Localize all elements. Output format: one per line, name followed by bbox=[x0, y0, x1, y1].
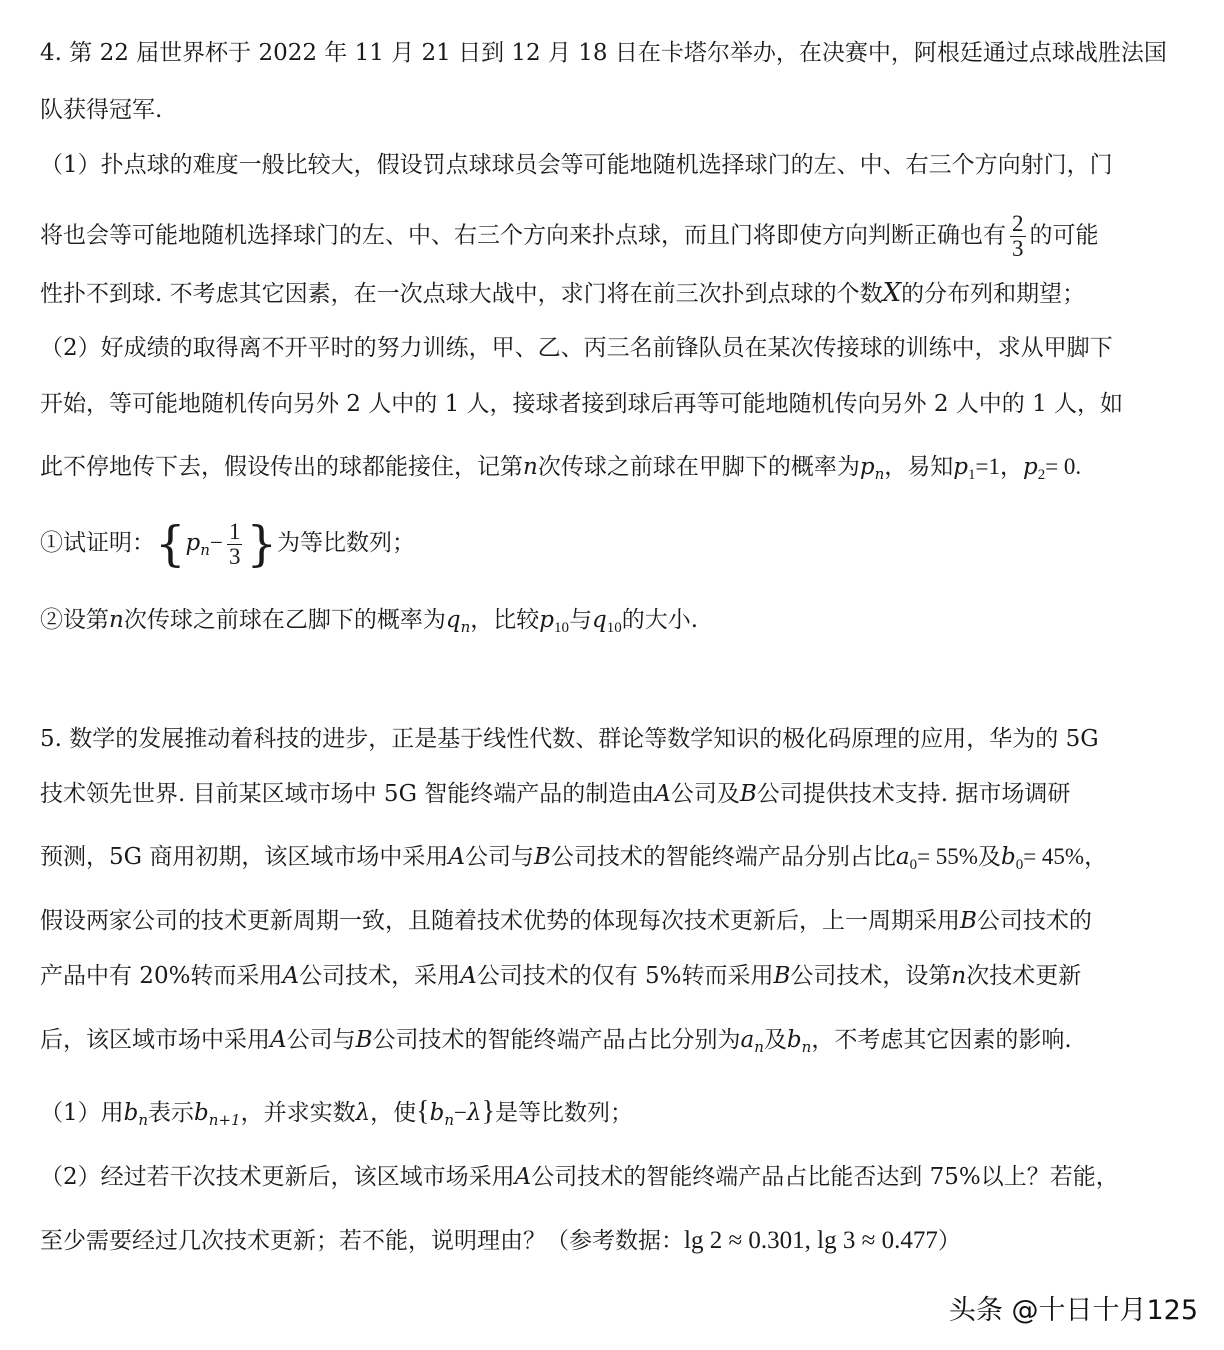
p4-part2-line2: 开始，等可能地随机传向另外 2 人中的 1 人，接球者接到球后再等可能地随机传向另外 2 人中的 1 人，如 bbox=[40, 391, 1124, 417]
p5-line6: 后，该区域市场中采用A公司与B公司技术的智能终端产品占比分别为$a_n$及$b_n$，不考虑其它因素的影响. bbox=[40, 1027, 1072, 1056]
p5-line4: 假设两家公司的技术更新周期一致，且随着技术优势的体现每次技术更新后，上一周期采用B公司技术的 bbox=[40, 908, 1092, 934]
p4-line2: 队获得冠军. bbox=[40, 97, 163, 123]
p5-part1: （1）用$b_n$表示$b_{n+1}$，并求实数λ，使$\{b_n-\lambda\}$是等比数列； bbox=[40, 1096, 634, 1129]
fraction-one-third: $\frac{1}{3}$ bbox=[228, 518, 241, 569]
p4-part1-line3: 性扑不到球. 不考虑其它因素，在一次点球大战中，求门将在前三次扑到点球的个数X的分布列和期望； bbox=[40, 278, 1086, 308]
p5-line2: 技术领先世界. 目前某区域市场中 5G 智能终端产品的制造由A公司及B公司提供技术支持. 据市场调研 bbox=[40, 781, 1071, 807]
p4-part2-line1: （2）好成绩的取得离不开平时的努力训练，甲、乙、丙三名前锋队员在某次传接球的训练中，求从甲脚下 bbox=[40, 335, 1113, 361]
p5-line5: 产品中有 20%转而采用A公司技术，采用A公司技术的仅有 5%转而采用B公司技术，设第n次技术更新 bbox=[40, 963, 1082, 989]
p4-line1: 4. 第 22 届世界杯于 2022 年 11 月 21 日到 12 月 18 日在卡塔尔举办，在决赛中，阿根廷通过点球战胜法国 bbox=[40, 40, 1167, 66]
p5-line3: 预测，5G 商用初期，该区域市场中采用A公司与B公司技术的智能终端产品分别占比$a_0= 55\%$及$b_0= 45\%$， bbox=[40, 844, 1108, 873]
p4-part1-line2: 将也会等可能地随机选择球门的左、中、右三个方向来扑点球，而且门将即使方向判断正确也有 $\frac{2}{3}$ 的可能 bbox=[40, 211, 1099, 261]
p5-part2-line2: 至少需要经过几次技术更新；若不能，说明理由？（参考数据：lg 2 ≈ 0.301, lg 3 ≈ 0.477） bbox=[40, 1227, 961, 1254]
p4-circ2: ②设第n次传球之前球在乙脚下的概率为$q_n$，比较$p_{10}$与$q_{10}$的大小. bbox=[40, 607, 699, 636]
fraction-two-thirds: $\frac{2}{3}$ bbox=[1012, 211, 1024, 261]
p5-line1: 5. 数学的发展推动着科技的进步，正是基于线性代数、群论等数学知识的极化码原理的应用，华为的 5G bbox=[40, 726, 1099, 752]
p4-part2-line3: 此不停地传下去，假设传出的球都能接住，记第n次传球之前球在甲脚下的概率为$p_n$，易知$p_1=1$，$p_2= 0$. bbox=[40, 454, 1082, 483]
watermark: 头条 @十日十月125 bbox=[948, 1295, 1198, 1326]
p4-part1-line1: （1）扑点球的难度一般比较大，假设罚点球球员会等可能地随机选择球门的左、中、右三个方向射门，门 bbox=[40, 152, 1113, 178]
p4-circ1: ①试证明：{$p_n-$ $\frac{1}{3}$ }为等比数列； bbox=[40, 516, 415, 572]
p5-part2-line1: （2）经过若干次技术更新后，该区域市场采用A公司技术的智能终端产品占比能否达到 75%以上？若能， bbox=[40, 1164, 1119, 1190]
